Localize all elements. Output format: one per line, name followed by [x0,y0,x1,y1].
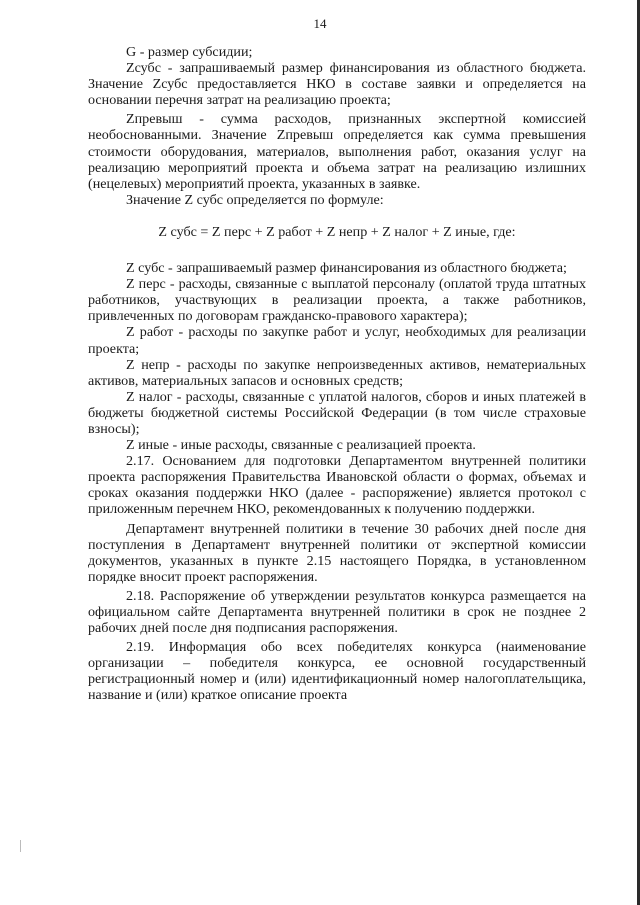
paragraph-zprevysh-definition: Zпревыш - сумма расходов, признанных экспертной комиссией необоснованными. Значение Zпревыш определяется как сумма превышения стоимости оборудования, материалов, выполнения работ, оказания услуг на реализацию мероприятий проекта и объема затрат на реализацию излишних (нецелевых) мероприятий проекта, указанных в заявке. [88,111,586,192]
paragraph-zsubs-definition: Zсубс - запрашиваемый размер финансирования из областного бюджета. Значение Zсубс предоставляется НКО в составе заявки и определяется на основании перечня затрат на реализацию проекта; [88,60,586,109]
document-body [88,44,586,704]
definition-item: Z непр - расходы по закупке непроизведенных активов, нематериальных активов, материальных запасов и основных средств; [88,356,586,389]
definition-item: Z иные - иные расходы, связанные с реализацией проекта. [126,437,476,454]
definition-item: Z работ - расходы по закупке работ и услуг, необходимых для реализации проекта; [88,324,586,357]
scan-speck [20,840,21,852]
page-number: 14 [313,16,327,31]
definition-item: Z налог - расходы, связанные с уплатой налогов, сборов и иных платежей в бюджеты бюджетной системы Российской Федерации (в том числе страховые взносы); [88,388,586,437]
section-2-17-continued: Департамент внутренней политики в течение 30 рабочих дней после дня поступления в Департамент внутренней политики от экспертной комиссии документов, указанных в пункте 2.15 настоящего Порядка, в установленном порядке вносит проект распоряжения. [88,520,586,585]
paragraph-formula-intro: Значение Z субс определяется по формуле: [126,191,384,208]
section-2-17: 2.17. Основанием для подготовки Департаментом внутренней политики проекта распоряжения Правительства Ивановской области о формах, объемах и сроках оказания поддержки НКО (далее - распоряжение) является протокол с приложенным перечнем НКО, рекомендованных к получению поддержки. [88,453,586,518]
paragraph-g-definition: G - размер субсидии; [126,44,253,60]
definition-item: Z перс - расходы, связанные с выплатой персоналу (оплатой труда штатных работников, участвующих в реализации проекта, а также работников, привлеченных по договорам гражданско-правового характера); [88,276,586,325]
formula: Z субс = Z перс + Z работ + Z непр + Z налог + Z иные, где: [158,223,516,240]
section-2-18: 2.18. Распоряжение об утверждении результатов конкурса размещается на официальном сайте Департамента внутренней политики в срок не позднее 2 рабочих дней после дня подписания распоряжения. [88,587,586,637]
section-2-19: 2.19. Информация обо всех победителях конкурса (наименование организации – победителя конкурса, ее основной государственный регистрационный номер и (или) идентификационный номер налогоплательщика, название и (или) краткое описание проекта [88,639,586,704]
definition-item: Z субс - запрашиваемый размер финансирования из областного бюджета; [126,260,567,277]
